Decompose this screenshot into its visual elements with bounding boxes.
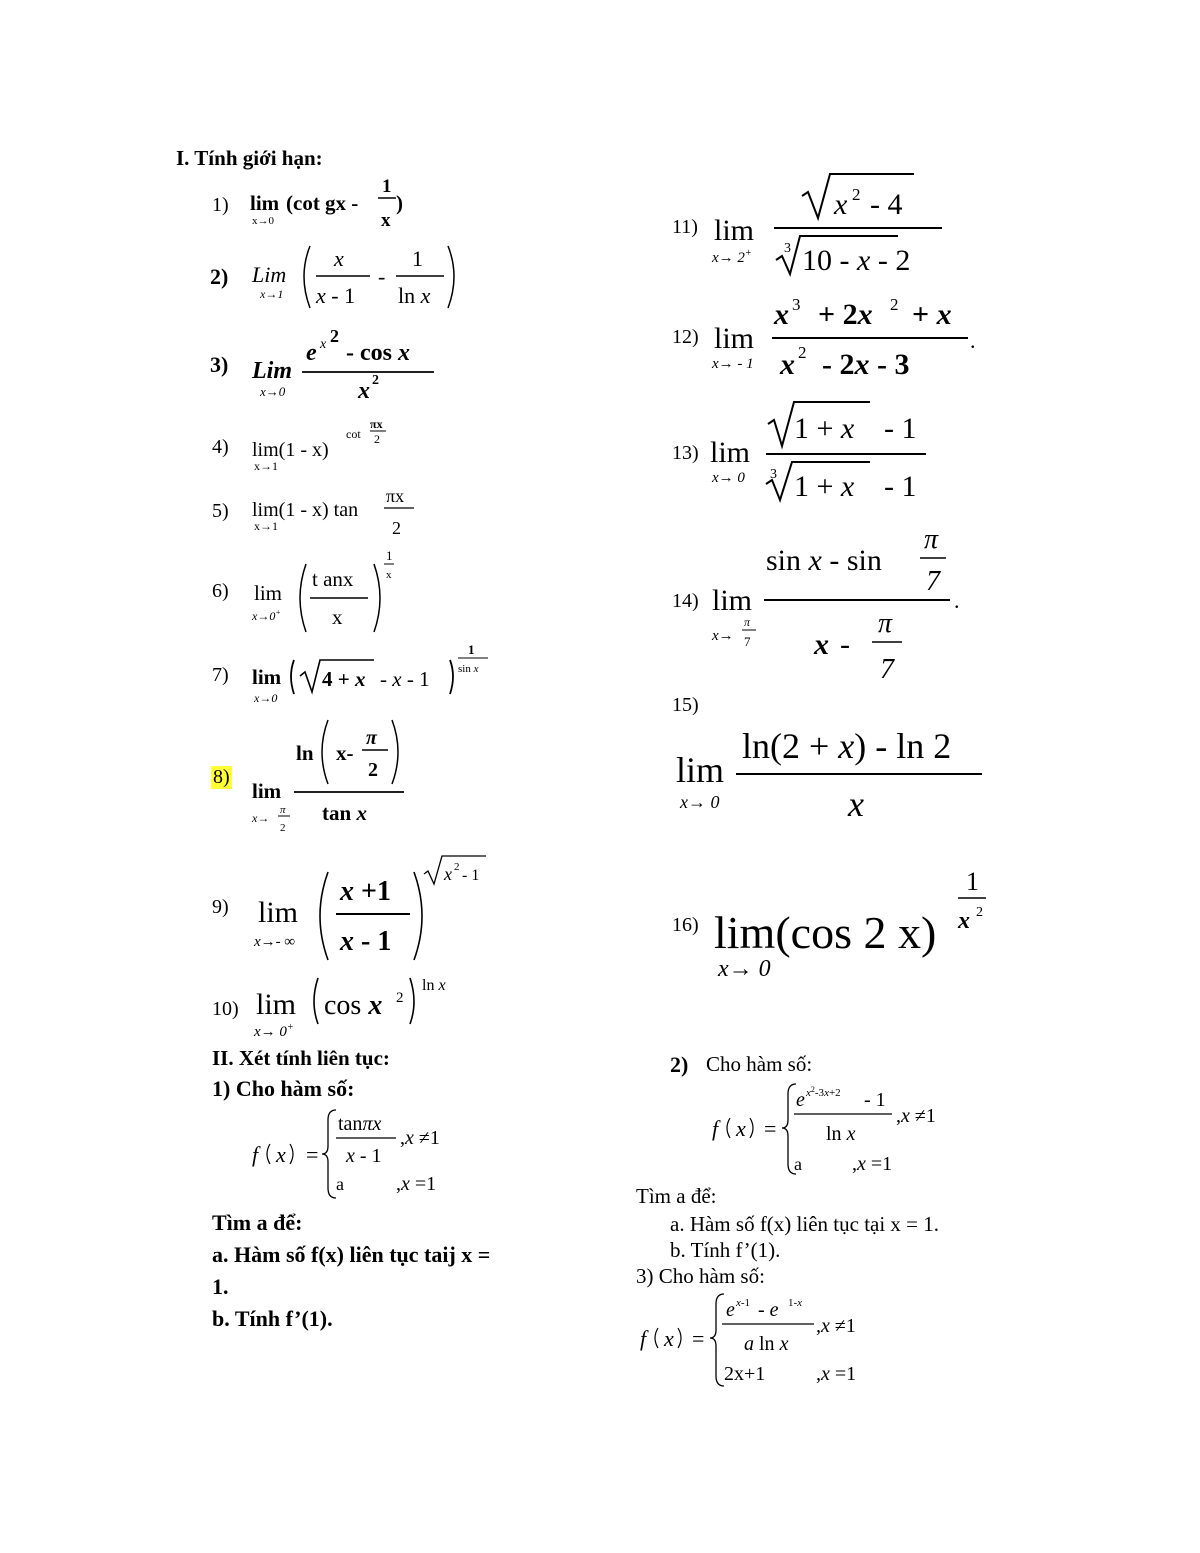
svg-text:=: = <box>764 1116 777 1141</box>
svg-text:e: e <box>726 1299 735 1321</box>
svg-text:1 + x: 1 + x <box>794 412 855 445</box>
svg-text:,x =1: ,x =1 <box>396 1173 437 1195</box>
svg-text:x→ 0: x→ 0 <box>712 470 745 486</box>
svg-text:lim: lim <box>714 322 755 355</box>
svg-text:-: - <box>840 628 850 661</box>
svg-text:=: = <box>306 1142 319 1167</box>
svg-text:x: x <box>848 784 864 824</box>
svg-text:π: π <box>366 727 377 749</box>
svg-text:,x ≠1: ,x ≠1 <box>400 1127 440 1149</box>
problem-11-formula <box>710 170 970 280</box>
svg-text:- 1: - 1 <box>864 1089 886 1111</box>
problem-14-number: 14) <box>672 590 699 612</box>
problem-11-number: 11) <box>672 216 698 238</box>
svg-text:ln(2 + x) - ln 2: ln(2 + x) - ln 2 <box>742 726 952 766</box>
svg-text:.: . <box>954 588 960 613</box>
svg-text:e: e <box>796 1089 805 1111</box>
q2-piecewise-function <box>710 1080 960 1180</box>
svg-text:x→ - 1: x→ - 1 <box>712 356 754 372</box>
svg-text:x→0: x→0 <box>254 691 278 705</box>
problem-13-formula <box>708 396 948 504</box>
svg-text:ln x: ln x <box>398 283 431 308</box>
svg-text:Lim: Lim <box>252 262 287 287</box>
svg-text:10 - x - 2: 10 - x - 2 <box>802 244 911 277</box>
problem-12-number: 12) <box>672 326 699 348</box>
svg-text:- 2x - 3: - 2x - 3 <box>822 348 910 381</box>
svg-text:1 + x: 1 + x <box>794 470 855 503</box>
svg-text:ln x: ln x <box>826 1123 856 1145</box>
svg-text:7: 7 <box>744 634 751 649</box>
problem-15-formula <box>676 718 996 828</box>
q3-title: 3) Cho hàm số: <box>636 1264 765 1288</box>
svg-text:x→0+: x→0+ <box>252 608 281 623</box>
q2-part-b: b. Tính f’(1). <box>670 1238 781 1262</box>
svg-text:f: f <box>640 1326 647 1351</box>
svg-text:x: x <box>780 348 795 381</box>
svg-text:+ 2x: + 2x <box>818 298 873 331</box>
problem-9-formula <box>250 850 500 965</box>
svg-text:2x+1: 2x+1 <box>724 1363 766 1385</box>
svg-text:x→ 0: x→ 0 <box>680 792 720 812</box>
svg-text:x - 1: x - 1 <box>316 283 356 308</box>
svg-text:x: x <box>444 864 452 884</box>
svg-text:2: 2 <box>454 861 460 873</box>
svg-text:πx: πx <box>386 486 405 506</box>
svg-text:lim(1 - x): lim(1 - x) <box>252 439 329 461</box>
problem-1-formula <box>248 172 418 237</box>
q2-part-a: a. Hàm số f(x) liên tục tại x = 1. <box>670 1212 940 1236</box>
svg-text:,x =1: ,x =1 <box>816 1363 857 1385</box>
svg-text:f: f <box>712 1116 719 1141</box>
svg-text:x: x <box>334 246 344 271</box>
svg-text:2: 2 <box>280 822 286 834</box>
problem-7-number: 7) <box>212 664 229 686</box>
svg-text:): ) <box>396 191 403 215</box>
svg-text:,x ≠1: ,x ≠1 <box>816 1315 856 1337</box>
svg-text:1: 1 <box>382 176 392 197</box>
svg-text:7: 7 <box>880 654 894 685</box>
svg-text:a: a <box>336 1174 344 1194</box>
svg-text:sin x - sin: sin x - sin <box>766 544 882 577</box>
problem-7-formula <box>250 636 500 710</box>
svg-text:π: π <box>280 804 286 816</box>
svg-text:2: 2 <box>392 518 401 538</box>
problem-12-formula <box>710 290 980 386</box>
svg-text:lim: lim <box>258 896 299 929</box>
svg-text:tan x: tan x <box>322 801 367 825</box>
q3-piecewise-function <box>638 1290 898 1394</box>
svg-text:=: = <box>692 1326 705 1351</box>
svg-text:2: 2 <box>396 990 404 1006</box>
svg-text:lim: lim <box>714 214 755 247</box>
svg-text:a ln x: a ln x <box>744 1333 789 1355</box>
svg-text:x: x <box>736 1116 746 1141</box>
svg-text:,x =1: ,x =1 <box>852 1153 893 1175</box>
svg-text:lim: lim <box>250 191 280 215</box>
svg-text:x: x <box>332 605 343 629</box>
svg-text:x→: x→ <box>252 811 270 825</box>
svg-text:cot: cot <box>346 427 361 441</box>
svg-text:3: 3 <box>784 241 791 256</box>
problem-10-formula <box>252 966 472 1042</box>
q2-number: 2) <box>670 1052 689 1077</box>
svg-text:lim(cos 2 x): lim(cos 2 x) <box>714 907 937 958</box>
svg-text:- 1: - 1 <box>462 867 480 884</box>
svg-text:π: π <box>924 524 939 555</box>
svg-text:- e: - e <box>758 1299 779 1321</box>
svg-text:π: π <box>744 615 751 629</box>
q1-part-a-cont: 1. <box>212 1274 229 1299</box>
svg-text:4 + x: 4 + x <box>322 667 366 691</box>
svg-text:2: 2 <box>374 432 380 446</box>
svg-text:x: x <box>276 1142 286 1167</box>
svg-text:-: - <box>378 264 386 289</box>
svg-text:x: x <box>320 337 327 352</box>
svg-text:πx: πx <box>370 417 383 431</box>
svg-text:lim: lim <box>254 581 283 605</box>
svg-text:tanπx: tanπx <box>338 1113 382 1135</box>
svg-text:3: 3 <box>792 295 801 314</box>
svg-text:1: 1 <box>412 246 423 271</box>
svg-text:x→1: x→1 <box>260 287 284 301</box>
svg-text:x→: x→ <box>712 628 734 644</box>
problem-4-number: 4) <box>212 436 229 458</box>
svg-text:- x - 1: - x - 1 <box>380 667 430 691</box>
problem-3-formula <box>250 322 450 402</box>
svg-text:2: 2 <box>890 295 899 314</box>
svg-text:- 4: - 4 <box>870 188 903 221</box>
svg-text:x - 1: x - 1 <box>346 1145 382 1167</box>
svg-text:.: . <box>970 328 976 353</box>
svg-text:lim: lim <box>252 665 282 689</box>
problem-2-number: 2) <box>210 264 229 289</box>
svg-text:2: 2 <box>976 905 983 920</box>
svg-text:lim: lim <box>676 750 725 790</box>
svg-text:cos x: cos x <box>324 990 383 1021</box>
svg-text:x: x <box>834 188 848 221</box>
svg-text:x→0: x→0 <box>252 215 274 227</box>
svg-text:2: 2 <box>368 759 378 781</box>
svg-text:x: x <box>358 378 370 404</box>
svg-text:x: x <box>664 1326 674 1351</box>
svg-text:2: 2 <box>798 343 807 362</box>
svg-text:ln: ln <box>296 741 314 765</box>
problem-6-number: 6) <box>212 580 229 602</box>
svg-text:(cot gx -: (cot gx - <box>286 191 359 215</box>
problem-10-number: 10) <box>212 998 239 1020</box>
svg-text:f: f <box>252 1142 259 1167</box>
section-2-heading: II. Xét tính liên tục: <box>212 1046 390 1070</box>
svg-text:x-: x- <box>336 741 354 765</box>
q1-part-b: b. Tính f’(1). <box>212 1306 333 1331</box>
svg-text:1: 1 <box>386 548 393 563</box>
svg-text:lim: lim <box>252 779 282 803</box>
problem-16-number: 16) <box>672 914 699 936</box>
q1-piecewise-function <box>250 1104 480 1204</box>
problem-16-formula <box>714 862 1004 986</box>
svg-text:- cos x: - cos x <box>346 340 410 366</box>
svg-text:x - 1: x - 1 <box>340 926 392 957</box>
svg-text:lim: lim <box>256 988 297 1021</box>
svg-text:x→ 0: x→ 0 <box>718 956 771 982</box>
problem-1-number: 1) <box>212 194 229 216</box>
svg-text:7: 7 <box>926 566 940 597</box>
svg-text:- 1: - 1 <box>884 412 917 445</box>
svg-text:x→1: x→1 <box>254 459 278 473</box>
problem-15-number: 15) <box>672 694 699 716</box>
problem-13-number: 13) <box>672 442 699 464</box>
svg-text:x→ 0+: x→ 0+ <box>254 1022 294 1040</box>
problem-6-formula <box>250 546 410 636</box>
q1-part-a: a. Hàm số f(x) liên tục taij x = <box>212 1242 491 1267</box>
problem-9-number: 9) <box>212 896 229 918</box>
svg-text:e: e <box>306 340 317 366</box>
svg-text:1: 1 <box>468 642 475 657</box>
q2-find: Tìm a để: <box>636 1184 717 1208</box>
svg-text:3: 3 <box>770 467 777 482</box>
svg-text:π: π <box>878 608 893 639</box>
problem-5-formula <box>250 482 430 542</box>
svg-text:x→1: x→1 <box>254 519 278 533</box>
section-1-heading: I. Tính giới hạn: <box>176 146 323 170</box>
problem-2-formula <box>250 236 470 316</box>
svg-text:lim: lim <box>710 436 751 469</box>
svg-text:+ x: + x <box>912 298 952 331</box>
svg-text:lim(1 - x) tan: lim(1 - x) tan <box>252 499 359 521</box>
svg-text:x2-3x+2: $x^2-3x+2$ <box>806 1085 841 1099</box>
svg-text:x +1: x +1 <box>340 876 391 907</box>
svg-text:t anx: t anx <box>312 567 354 591</box>
problem-8-number: 8) <box>213 766 230 788</box>
q2-title: Cho hàm số: <box>706 1052 813 1076</box>
svg-text:,x ≠1: ,x ≠1 <box>896 1105 936 1127</box>
svg-text:a: a <box>794 1154 802 1174</box>
svg-text:Lim: Lim <box>252 358 292 384</box>
svg-text:- 1: - 1 <box>884 470 917 503</box>
svg-text:x: x <box>774 298 789 331</box>
problem-8-formula <box>250 712 420 842</box>
svg-text:lim: lim <box>712 584 753 617</box>
svg-text:2: 2 <box>372 373 379 388</box>
svg-text:2: 2 <box>852 185 861 204</box>
q1-title: 1) Cho hàm số: <box>212 1076 355 1101</box>
svg-text:1-x: 1-x <box>788 1297 803 1309</box>
problem-14-formula <box>710 520 980 690</box>
svg-text:x: x <box>381 210 391 231</box>
problem-4-formula <box>250 412 410 478</box>
problem-5-number: 5) <box>212 500 229 522</box>
svg-text:x→- ∞: x→- ∞ <box>254 934 296 950</box>
problem-3-number: 3) <box>210 352 229 377</box>
svg-text:1: 1 <box>966 867 979 896</box>
svg-text:x: x <box>958 908 970 934</box>
svg-text:x: x <box>814 628 829 661</box>
svg-text:x-1: x-1 <box>736 1297 751 1309</box>
svg-text:ln x: ln x <box>422 977 446 994</box>
svg-text:sin x: sin x <box>458 663 479 675</box>
svg-text:2: 2 <box>330 326 339 346</box>
svg-text:x→ 2+: x→ 2+ <box>712 248 752 266</box>
svg-text:x: x <box>386 569 392 581</box>
svg-text:x→0: x→0 <box>260 384 286 399</box>
q1-find: Tìm a để: <box>212 1210 303 1235</box>
